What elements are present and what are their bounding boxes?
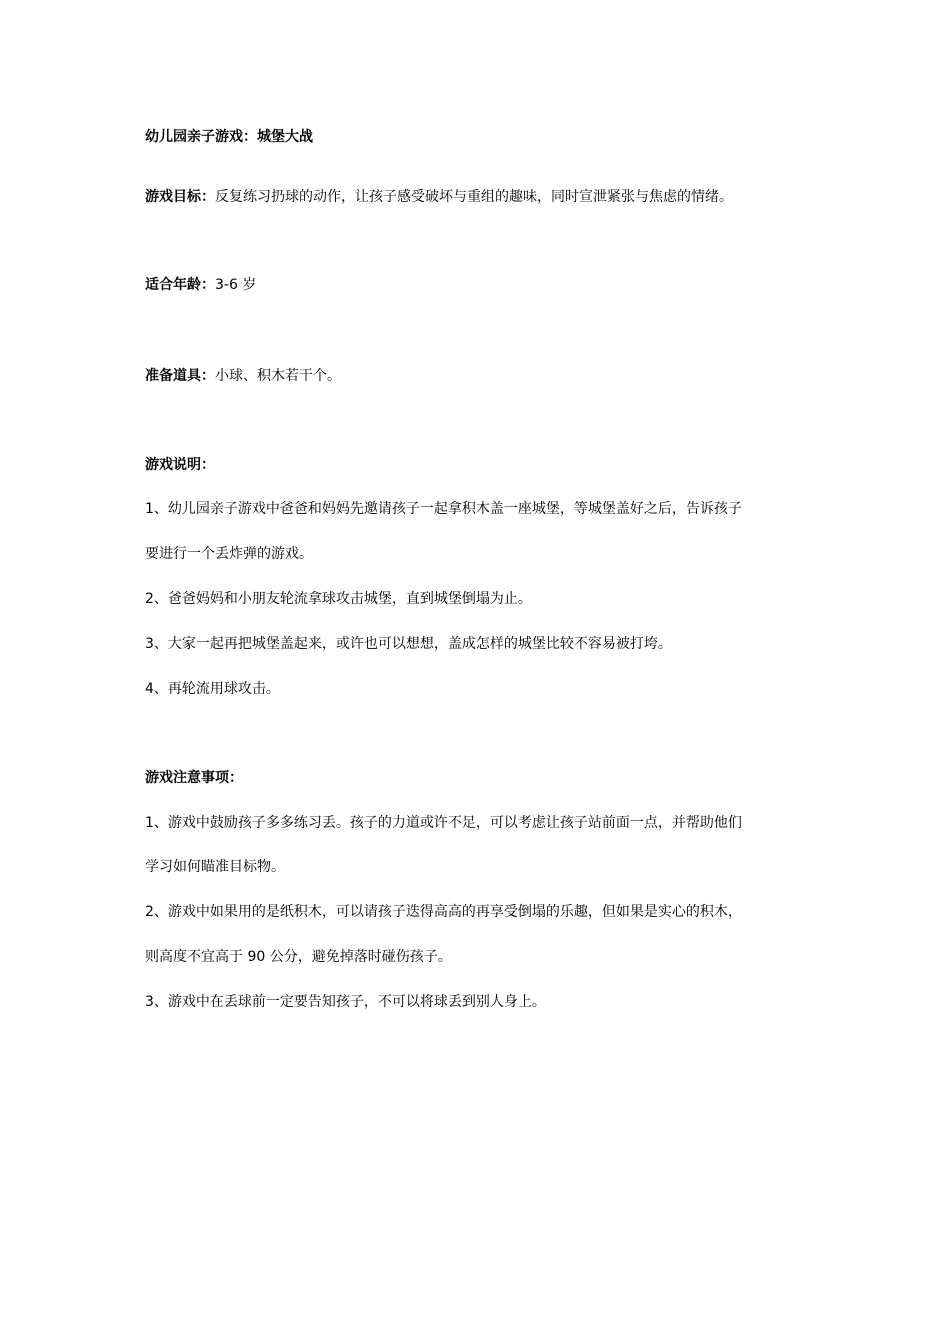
instruction-text: 、再轮流用球攻击。: [153, 681, 280, 697]
instruction-number: 1: [145, 501, 154, 517]
note-item-1-continued: 学习如何瞄准目标物。: [145, 859, 285, 875]
props-text: 小球、积木若干个。: [215, 368, 341, 384]
instruction-item-3: [145, 634, 825, 654]
note-item-2: [145, 902, 825, 922]
props-line: [145, 366, 825, 386]
instruction-item-1: [145, 499, 825, 519]
note-number-value: 90: [247, 949, 266, 965]
age-line: [145, 275, 825, 295]
goal-line: [145, 187, 825, 207]
note-text: 则高度不宜高于: [145, 949, 248, 965]
note-text: 、游戏中如果用的是纸积木，可以请孩子迭得高高的再享受倒塌的乐趣，但如果是实心的积木，: [153, 904, 742, 920]
goal-text: 反复练习扔球的动作，让孩子感受破坏与重组的趣味，同时宣泄紧张与焦虑的情绪。: [215, 189, 733, 205]
age-unit: 岁: [237, 277, 257, 293]
age-value: 3-6: [215, 277, 238, 293]
note-item-1: [145, 813, 825, 833]
age-label: 适合年龄：: [145, 277, 215, 293]
instruction-text: 、爸爸妈妈和小朋友轮流拿球攻击城堡，直到城堡倒塌为止。: [153, 591, 532, 607]
note-item-2-continued: [145, 947, 825, 967]
note-text: 公分，避免掉落时碰伤孩子。: [265, 949, 452, 965]
note-number: 2: [145, 904, 154, 920]
instruction-item-1-continued: 要进行一个丢炸弹的游戏。: [145, 546, 313, 562]
note-text: 、游戏中鼓励孩子多多练习丢。孩子的力道或许不足，可以考虑让孩子站前面一点，并帮助他们: [153, 815, 742, 831]
note-text: 、游戏中在丢球前一定要告知孩子，不可以将球丢到别人身上。: [153, 994, 546, 1010]
goal-label: 游戏目标：: [145, 189, 215, 205]
note-number: 1: [145, 815, 154, 831]
instruction-text: 、幼儿园亲子游戏中爸爸和妈妈先邀请孩子一起拿积木盖一座城堡，等城堡盖好之后，告诉孩子: [153, 501, 742, 517]
instruction-number: 3: [145, 636, 154, 652]
notes-heading: 游戏注意事项：: [145, 770, 243, 786]
instructions-heading: 游戏说明：: [145, 457, 215, 473]
instruction-item-2: [145, 589, 825, 609]
props-label: 准备道具：: [145, 368, 215, 384]
document-title: 幼儿园亲子游戏：城堡大战: [145, 129, 313, 145]
document-page: [145, 0, 825, 1344]
note-number: 3: [145, 994, 154, 1010]
note-item-3: [145, 992, 825, 1012]
instruction-item-4: [145, 679, 825, 699]
instruction-number: 4: [145, 681, 154, 697]
instruction-number: 2: [145, 591, 154, 607]
instruction-text: 、大家一起再把城堡盖起来，或许也可以想想，盖成怎样的城堡比较不容易被打垮。: [153, 636, 672, 652]
